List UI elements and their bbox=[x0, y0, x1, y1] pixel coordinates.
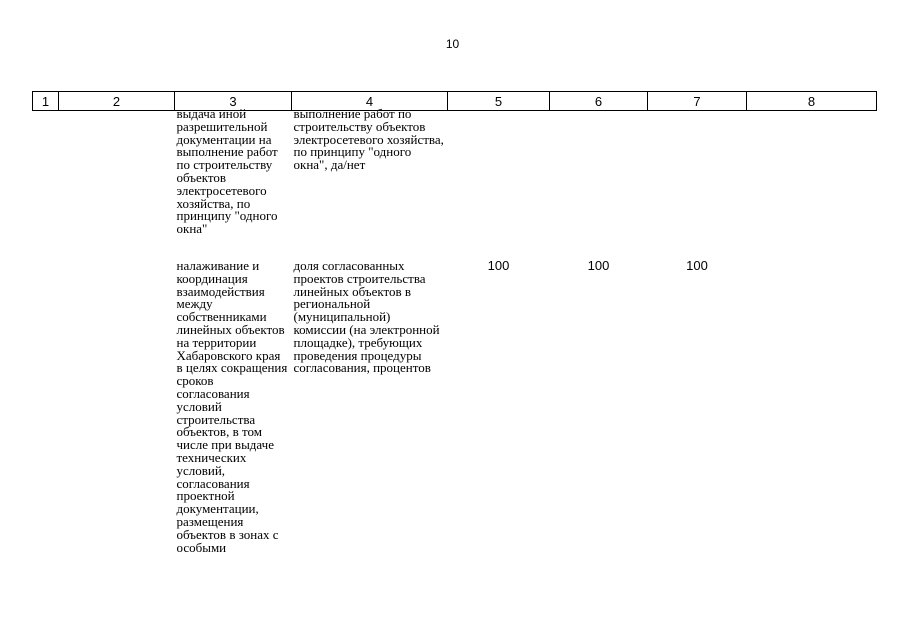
page-number: 10 bbox=[445, 37, 460, 51]
column-header-6: 6 bbox=[550, 92, 648, 111]
cell-col8 bbox=[747, 111, 877, 255]
cell-col1 bbox=[33, 254, 59, 554]
column-header-5: 5 bbox=[448, 92, 550, 111]
cell-value-5 bbox=[448, 111, 550, 255]
cell-indicator: доля согласованных проектов строительства линейных объектов в региональной (муниципальной) комиссии (на электронной площадке), требующих проведения процедуры согласования, процентов bbox=[293, 258, 440, 376]
table-header-row bbox=[33, 92, 877, 111]
table-row bbox=[33, 254, 877, 554]
cell-value-6 bbox=[550, 111, 648, 255]
cell-value-5: 100 bbox=[487, 258, 510, 273]
column-header-1: 1 bbox=[33, 92, 59, 111]
event-text: выдача иной разрешительной документации на выполнение работ по строительству объектов электросетевого хозяйства, по принципу "одного окна" bbox=[176, 106, 278, 237]
cell-indicator bbox=[292, 106, 448, 255]
column-header-8: 8 bbox=[747, 92, 877, 111]
table-row bbox=[33, 111, 877, 255]
cell-event bbox=[175, 106, 292, 255]
column-header-3: 3 bbox=[175, 92, 292, 111]
cell-value-6: 100 bbox=[587, 258, 610, 273]
cell-value-7 bbox=[648, 111, 747, 255]
cell-col2 bbox=[59, 254, 175, 554]
cell-col8 bbox=[747, 254, 877, 554]
column-header-7: 7 bbox=[648, 92, 747, 111]
column-header-4: 4 bbox=[292, 92, 448, 111]
cell-col2 bbox=[59, 111, 175, 255]
indicator-text: выполнение работ по строительству объектов электросетевого хозяйства, по принципу "одного окна", да/нет bbox=[293, 106, 444, 173]
cell-event: налаживание и координация взаимодействия между собственниками линейных объектов на территории Хабаровского края в целях сокращения сроков согласования условий строительства объектов, в том числе при выдаче технических условий, согласования проектной документации, размещения объектов в зонах с особыми bbox=[176, 258, 288, 555]
indicators-table bbox=[32, 91, 877, 554]
column-header-2: 2 bbox=[59, 92, 175, 111]
cell-col1 bbox=[33, 111, 59, 255]
cell-value-7: 100 bbox=[686, 258, 708, 273]
